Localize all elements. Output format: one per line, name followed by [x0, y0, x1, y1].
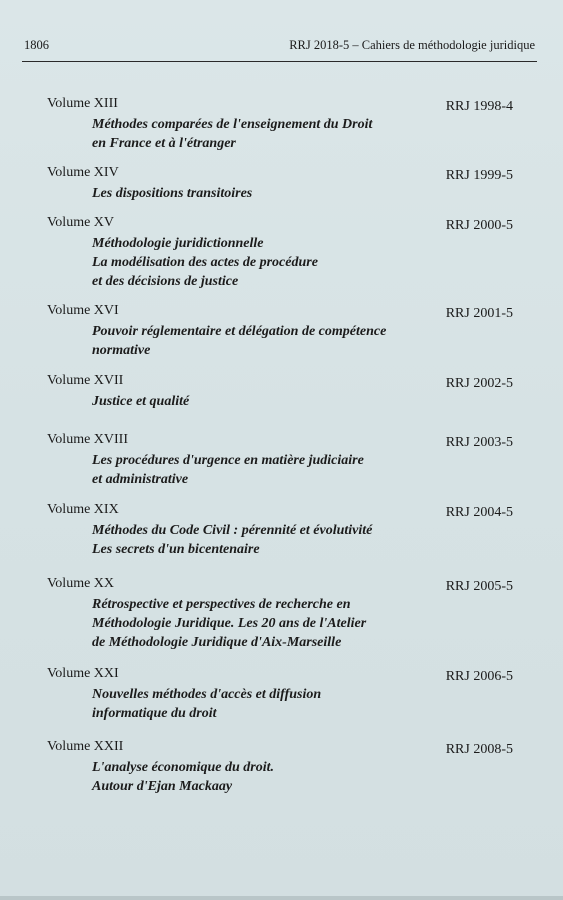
volume-title-line: normative [92, 343, 151, 358]
volume-title-line: en France et à l'étranger [92, 136, 236, 151]
volume-label: Volume XXII [47, 739, 124, 754]
volume-title [92, 685, 321, 723]
volume-title-line: Justice et qualité [92, 394, 190, 409]
volume-title [92, 595, 366, 652]
page-bottom-edge [0, 896, 563, 900]
volume-title-line: L'analyse économique du droit. [92, 760, 274, 775]
volume-title [92, 392, 189, 411]
volume-title-line: La modélisation des actes de procédure [92, 255, 318, 270]
volume-title [92, 115, 372, 153]
volume-title-line: de Méthodologie Juridique d'Aix-Marseille [92, 635, 342, 650]
volume-reference: RRJ 2004-5 [445, 505, 513, 520]
volume-label: Volume XX [47, 576, 115, 591]
volume-title [92, 758, 274, 796]
volume-title-line: Autour d'Ejan Mackaay [92, 779, 233, 794]
volume-title [92, 521, 372, 559]
volume-title-line: informatique du droit [92, 706, 217, 721]
volume-title [92, 234, 318, 291]
volume-title-line: Les procédures d'urgence en matière judiciaire [92, 453, 364, 468]
volume-title-line: Méthodologie Juridique. Les 20 ans de l'Atelier [92, 616, 367, 631]
volume-title-line: Les secrets d'un bicentenaire [92, 542, 260, 557]
volume-label: Volume XVIII [47, 432, 129, 447]
volume-label: Volume XV [47, 215, 115, 230]
volume-title-line: et administrative [92, 472, 189, 487]
volume-label: Volume XIV [47, 165, 119, 180]
volume-reference: RRJ 1998-4 [445, 99, 513, 114]
volume-title-line: Méthodologie juridictionnelle [92, 236, 264, 251]
volume-title [92, 322, 386, 360]
volume-reference: RRJ 2003-5 [445, 435, 513, 450]
volume-title-line: Nouvelles méthodes d'accès et diffusion [92, 687, 322, 702]
volume-reference: RRJ 2008-5 [445, 742, 513, 757]
volume-reference: RRJ 2001-5 [445, 306, 513, 321]
volume-title-line: Pouvoir réglementaire et délégation de compétence [92, 324, 387, 339]
volume-label: Volume XIII [47, 96, 118, 111]
volume-reference: RRJ 2002-5 [445, 376, 513, 391]
volume-title [92, 184, 252, 203]
volume-label: Volume XVII [47, 373, 124, 388]
volume-label: Volume XIX [47, 502, 119, 517]
volume-reference: RRJ 2000-5 [445, 218, 513, 233]
volume-title-line: Rétrospective et perspectives de recherche en [92, 597, 351, 612]
volume-reference: RRJ 1999-5 [445, 168, 513, 183]
volume-title [92, 451, 364, 489]
page-number: 1806 [24, 38, 49, 52]
running-title: RRJ 2018-5 – Cahiers de méthodologie juridique [289, 38, 535, 52]
volume-label: Volume XXI [47, 666, 119, 681]
volume-reference: RRJ 2005-5 [445, 579, 513, 594]
volume-title-line: et des décisions de justice [92, 274, 239, 289]
volume-label: Volume XVI [47, 303, 119, 318]
volume-title-line: Méthodes comparées de l'enseignement du Droit [92, 117, 373, 132]
volume-title-line: Méthodes du Code Civil : pérennité et évolutivité [92, 523, 373, 538]
volume-title-line: Les dispositions transitoires [92, 186, 253, 201]
volume-reference: RRJ 2006-5 [445, 669, 513, 684]
